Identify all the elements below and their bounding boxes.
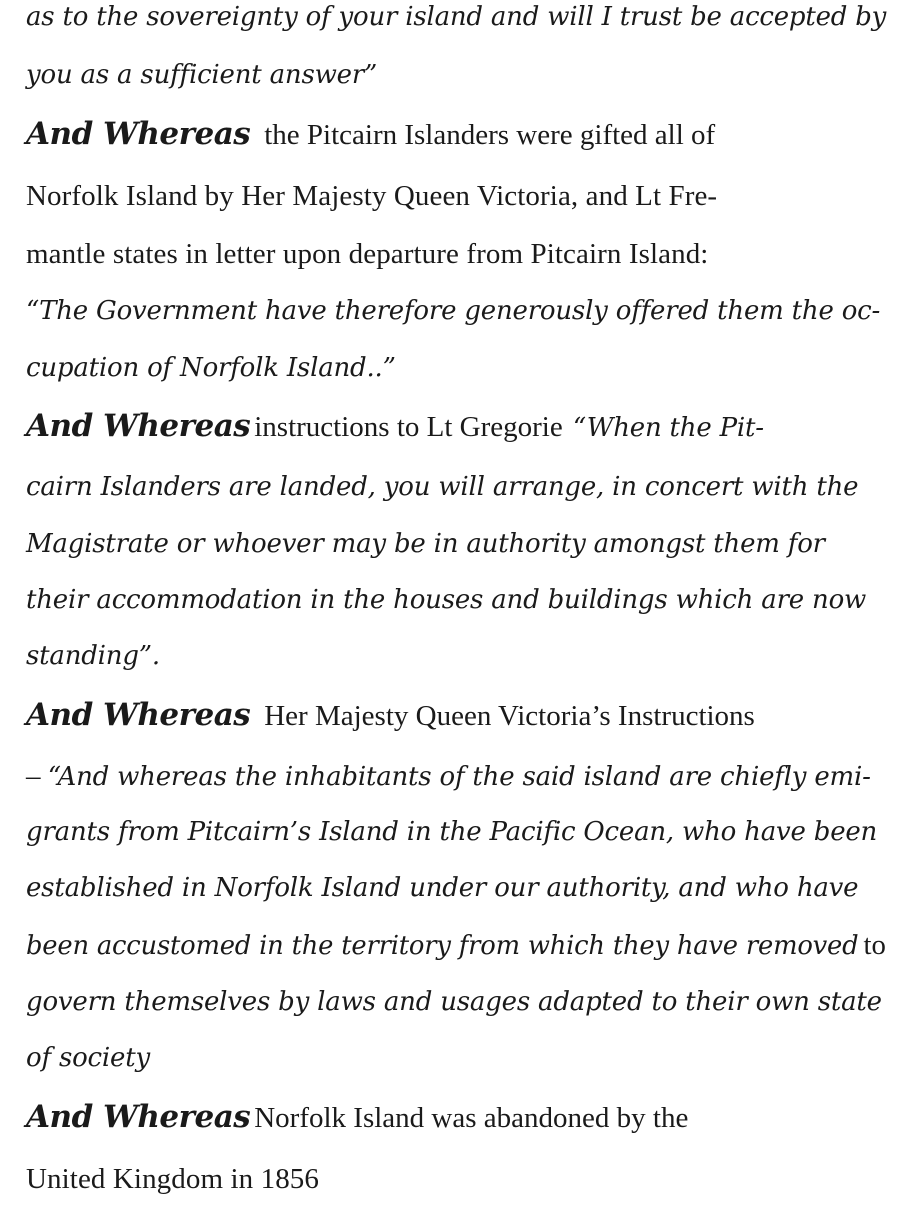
paragraph-text: Norfolk Island was abandoned by the bbox=[254, 1102, 689, 1134]
and-whereas-heading: And Whereas bbox=[26, 697, 251, 733]
quote-line: established in Norfolk Island under our authority, and who have bbox=[26, 873, 859, 903]
paragraph-text: the Pitcairn Islanders were gifted all of bbox=[264, 119, 716, 151]
paragraph-text: Norfolk Island by Her Majesty Queen Victoria, and Lt Fre- bbox=[26, 180, 718, 212]
quote-line: grants from Pitcairn’s Island in the Pacific Ocean, who have been bbox=[26, 817, 878, 847]
quote-line: govern themselves by laws and usages adapted to their own state bbox=[26, 987, 882, 1017]
quote-line: of society bbox=[26, 1043, 150, 1073]
dash-text: – bbox=[26, 760, 48, 792]
quote-line: Magistrate or whoever may be in authority amongst them for bbox=[26, 529, 825, 559]
quote-text: been accustomed in the territory from which they have removed bbox=[26, 931, 859, 961]
paragraph-text: Her Majesty Queen Victoria’s Instructions bbox=[264, 700, 755, 732]
quote-line: standing”. bbox=[26, 641, 160, 671]
quote-text: “When the Pit- bbox=[572, 413, 764, 443]
and-whereas-heading: And Whereas bbox=[26, 116, 251, 152]
paragraph-first-line bbox=[26, 697, 755, 733]
quote-line: their accommodation in the houses and buildings which are now bbox=[26, 585, 867, 615]
quote-line: “The Government have therefore generously offered them the oc- bbox=[26, 296, 881, 326]
paragraph-line bbox=[26, 760, 871, 793]
and-whereas-heading: And Whereas bbox=[26, 1099, 251, 1135]
paragraph-text: to bbox=[863, 929, 886, 961]
paragraph-first-line bbox=[26, 408, 764, 444]
quote-line: as to the sovereignty of your island and will I trust be accepted by bbox=[26, 2, 887, 32]
paragraph-first-line bbox=[26, 116, 715, 152]
and-whereas-heading: And Whereas bbox=[26, 408, 251, 444]
paragraph-text: mantle states in letter upon departure from Pitcairn Island: bbox=[26, 238, 709, 270]
quote-line: cairn Islanders are landed, you will arrange, in concert with the bbox=[26, 472, 859, 502]
quote-line: cupation of Norfolk Island..” bbox=[26, 353, 396, 383]
paragraph-text: instructions to Lt Gregorie bbox=[254, 411, 563, 443]
quote-text: “And whereas the inhabitants of the said island are chiefly emi- bbox=[47, 762, 871, 792]
paragraph-line bbox=[26, 929, 886, 962]
paragraph-text: United Kingdom in 1856 bbox=[26, 1163, 319, 1195]
quote-line: you as a sufficient answer” bbox=[26, 60, 378, 90]
paragraph-first-line bbox=[26, 1099, 688, 1135]
